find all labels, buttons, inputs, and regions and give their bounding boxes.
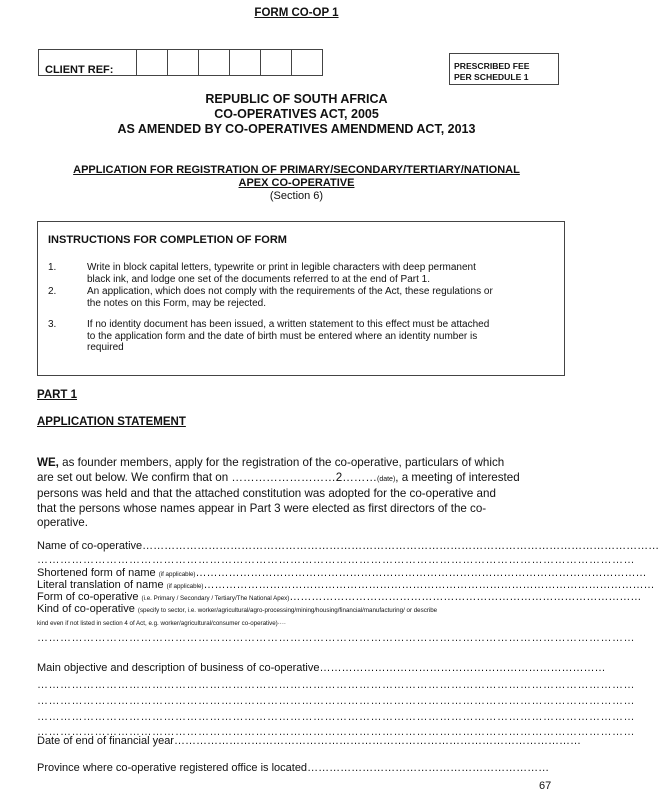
instruction-text: black ink, and lodge one set of the documents referred to at the end of Part 1.	[87, 273, 430, 285]
instructions-heading: INSTRUCTIONS FOR COMPLETION OF FORM	[48, 234, 287, 246]
field-note: (specify to sector, i.e. worker/agricultural/agro-processing/mining/housing/financial/manufacturing/ or describe	[137, 607, 438, 614]
client-ref-cell[interactable]	[260, 50, 291, 75]
statement-text: persons was held and that the attached constitution was adopted for the co-operative and	[37, 487, 496, 501]
field-label: Date of end of financial year	[37, 735, 174, 747]
field-kind-of-cooperative[interactable]	[37, 602, 551, 618]
field-kind-continuation[interactable]: …………………………………………………………………………………………………………………………………………	[37, 632, 635, 644]
statement-date-note: (date)	[376, 475, 396, 483]
field-form-of-cooperative[interactable]: Form of co-operative (i.e. Primary / Secondary / Tertiary/The National Apex)……………………………………………………………………………………	[37, 591, 642, 603]
client-ref-cell[interactable]	[291, 50, 322, 75]
field-note: (i.e. Primary / Secondary / Tertiary/The National Apex)	[141, 595, 290, 602]
instruction-text: An application, which does not comply with the requirements of the Act, these regulations or	[87, 286, 493, 297]
field-label: Province where co-operative registered office is located	[37, 762, 308, 774]
statement-title: APPLICATION STATEMENT	[37, 416, 186, 428]
instruction-item-2	[87, 286, 493, 309]
field-objective-line[interactable]: …………………………………………………………………………………………………………………………………………	[37, 711, 635, 723]
client-ref-cell[interactable]	[198, 50, 229, 75]
instruction-item-3	[87, 319, 489, 354]
republic-title: REPUBLIC OF SOUTH AFRICA	[205, 92, 388, 106]
section-reference: (Section 6)	[269, 190, 324, 202]
field-kind-note-line[interactable]: kind even if not listed in section 4 of Act, e.g. worker/agricultural/consumer co-operative)····	[37, 620, 286, 627]
act-title: CO-OPERATIVES ACT, 2005	[214, 107, 379, 121]
statement-text: operative.	[37, 516, 88, 530]
field-shortened-name[interactable]: Shortened form of name (if applicable)……………………………………………………………………………………………………………	[37, 567, 647, 579]
client-ref-cell[interactable]	[167, 50, 198, 75]
field-label: Name of co-operative	[37, 540, 143, 552]
amended-title: AS AMENDED BY CO-OPERATIVES AMENDMEND ACT, 2013	[117, 122, 476, 136]
application-title-line1: APPLICATION FOR REGISTRATION OF PRIMARY/SECONDARY/TERTIARY/NATIONAL	[73, 164, 520, 176]
field-note: (if applicable)	[158, 571, 196, 578]
field-label: Literal translation of name	[37, 579, 164, 591]
instruction-number: 2.	[48, 286, 57, 297]
part-title: PART 1	[37, 389, 78, 401]
instruction-item-1	[87, 262, 476, 285]
statement-text: are set out below. We confirm that on ………………………2………	[37, 470, 377, 484]
field-note: kind even if not listed in section 4 of Act, e.g. worker/agricultural/consumer co-operative)	[37, 620, 278, 627]
field-province[interactable]: Province where co-operative registered office is located…………………………………………………………	[37, 762, 550, 774]
field-objective-line[interactable]: …………………………………………………………………………………………………………………………………………	[37, 726, 635, 738]
instruction-number: 1.	[48, 262, 57, 273]
statement-we: WE,	[37, 456, 59, 469]
client-ref-cell[interactable]	[229, 50, 260, 75]
application-title-line2: APEX CO-OPERATIVE	[238, 177, 355, 189]
instruction-text: Write in block capital letters, typewrite or print in legible characters with deep permanent	[87, 262, 476, 273]
field-note: (if applicable)	[166, 583, 204, 590]
field-objective-line[interactable]: …………………………………………………………………………………………………………………………………………	[37, 695, 635, 707]
page-number: 67	[539, 780, 552, 792]
application-statement	[37, 456, 557, 531]
field-label: Kind of co-operative	[37, 603, 135, 615]
client-ref-label: CLIENT REF:	[45, 64, 114, 76]
form-title: FORM CO-OP 1	[254, 7, 339, 19]
prescribed-fee-box	[449, 53, 559, 85]
instructions-box	[37, 221, 565, 376]
field-objective-line[interactable]: …………………………………………………………………………………………………………………………………………	[37, 679, 635, 691]
instruction-text: to the application form and the date of birth must be entered where an identity number is	[87, 330, 478, 342]
instruction-text: If no identity document has been issued, a written statement to this effect must be attached	[87, 319, 490, 330]
field-name[interactable]: Name of co-operative……………………………………………………………………………………………………………………………	[37, 540, 659, 552]
field-name-continuation[interactable]: …………………………………………………………………………………………………………………………………………	[37, 554, 635, 566]
field-label: Form of co-operative	[37, 591, 139, 603]
instruction-text: the notes on this Form, may be rejected.	[87, 297, 266, 309]
fee-line-1: PRESCRIBED FEE	[454, 61, 530, 71]
statement-text: as founder members, apply for the registration of the co-operative, particulars of which	[58, 456, 505, 469]
statement-text: , a meeting of interested	[395, 470, 520, 484]
field-label: Main objective and description of business of co-operative	[37, 662, 320, 674]
field-literal-translation[interactable]: Literal translation of name (if applicable)……………………………………………………………………………………………………………	[37, 579, 655, 591]
fee-line-2: PER SCHEDULE 1	[454, 72, 529, 82]
field-financial-year-end[interactable]: Date of end of financial year…………………………………………………………………………………………………	[37, 735, 581, 747]
client-ref-box	[38, 49, 323, 76]
instruction-text: required	[87, 342, 124, 354]
field-main-objective[interactable]: Main objective and description of business of co-operative……………………………………………………………………	[37, 662, 606, 674]
instruction-number: 3.	[48, 319, 57, 330]
field-label: Shortened form of name	[37, 567, 156, 579]
client-ref-cell[interactable]	[136, 50, 167, 75]
statement-text: that the persons whose names appear in Part 3 were elected as first directors of the co-	[37, 501, 487, 515]
